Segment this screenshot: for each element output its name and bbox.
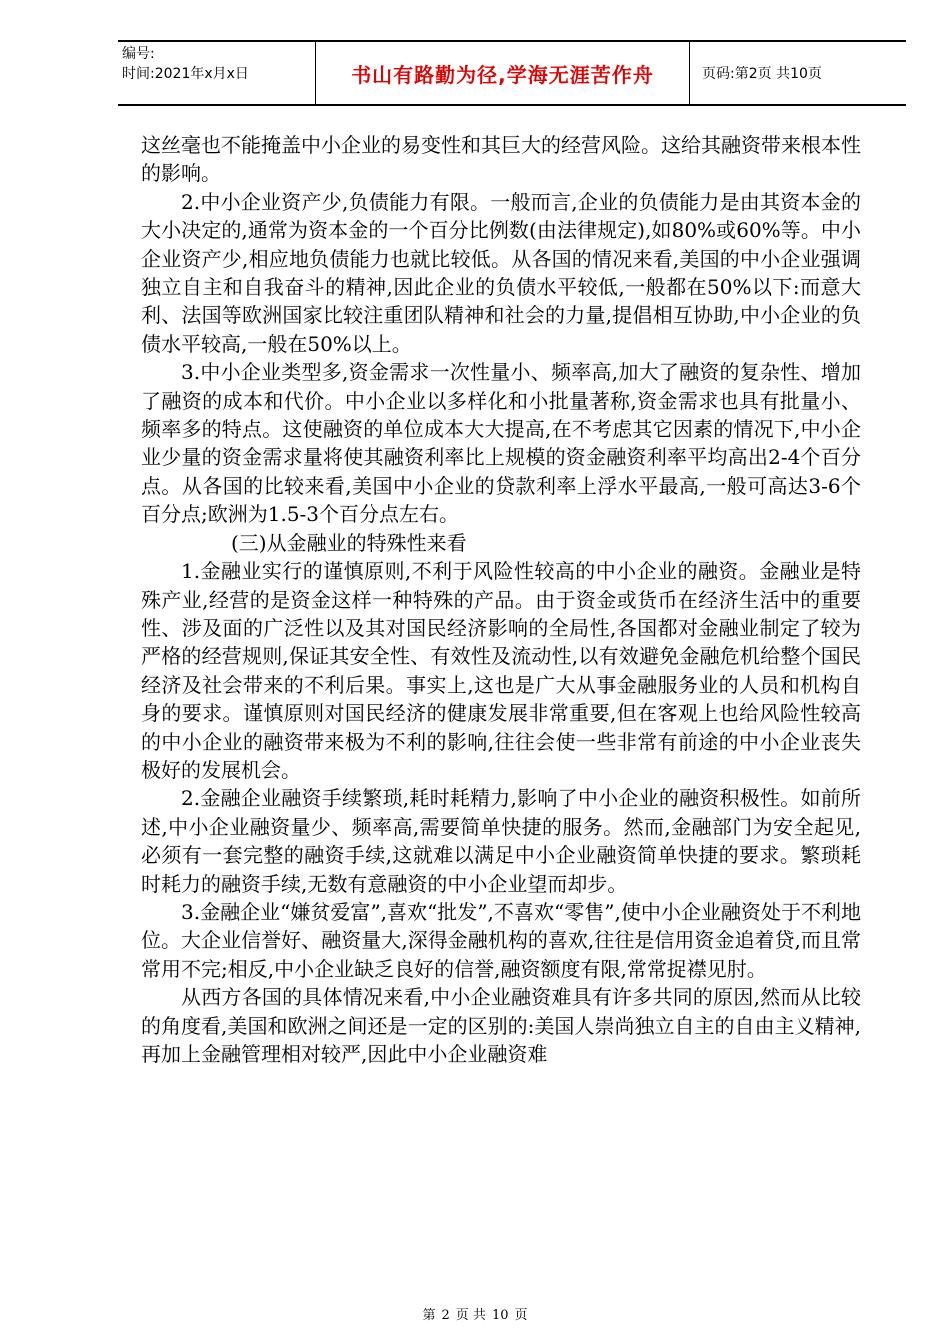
time-label: 时间:2021年x月x日 xyxy=(122,66,249,82)
page-footer xyxy=(0,1304,950,1323)
number-label: 编号: xyxy=(122,46,155,62)
page-header xyxy=(118,40,906,106)
paragraph: 2.中小企业资产少,负债能力有限。一般而言,企业的负债能力是由其资本金的大小决定的,通常为资本金的一个百分比例数(由法律规定),如80%或60%等。中小企业资产少,相应地负债能力也就比较低。从各国的情况来看,美国的中小企业强调独立自主和自我奋斗的精神,因此企业的负债水平较低,一般都在50%以下:而意大利、法国等欧洲国家比较注重团队精神和社会的力量,提倡相互协助,中小企业的负债水平较高,一般在50%以上。 xyxy=(141,189,861,356)
header-meta xyxy=(118,42,316,104)
header-page-label: 页码:第2页 共10页 xyxy=(702,66,822,82)
section-heading: (三)从金融业的特殊性来看 xyxy=(231,530,467,555)
footer-prefix: 第 xyxy=(422,1308,436,1323)
body-text xyxy=(141,131,861,1068)
footer-mid: 页 共 xyxy=(455,1308,486,1323)
footer-total: 10 xyxy=(491,1308,509,1323)
paragraph: 3.金融企业“嫌贫爱富”,喜欢“批发”,不喜欢“零售”,使中小企业融资处于不利地位。大企业信誉好、融资量大,深得金融机构的喜欢,往往是信用资金追着贷,而且常常用不完;相反,中小企业缺乏良好的信誉,融资额度有限,常常捉襟见肘。 xyxy=(141,899,861,981)
paragraph: 2.金融企业融资手续繁琐,耗时耗精力,影响了中小企业的融资积极性。如前所述,中小企业融资量少、频率高,需要简单快捷的服务。然而,金融部门为安全起见,必须有一套完整的融资手续,这就难以满足中小企业融资简单快捷的要求。繁琐耗时耗力的融资手续,无数有意融资的中小企业望而却步。 xyxy=(141,786,861,896)
footer-suffix: 页 xyxy=(514,1308,528,1323)
paragraph: 3.中小企业类型多,资金需求一次性量小、频率高,加大了融资的复杂性、增加了融资的成本和代价。中小企业以多样化和小批量著称,资金需求也具有批量小、频率多的特点。这使融资的单位成本大大提高,在不考虑其它因素的情况下,中小企业少量的资金需求量将使其融资利率比上规模的资金融资利率平均高出2-4个百分点。从各国的比较来看,美国中小企业的贷款利率上浮水平最高,一般可高达3-6个百分点;欧洲为1.5-3个百分点左右。 xyxy=(141,360,861,527)
footer-page-number: 2 xyxy=(441,1308,450,1323)
paragraph: 1.金融业实行的谨慎原则,不利于风险性较高的中小企业的融资。金融业是特殊产业,经营的是资金这样一种特殊的产品。由于资金或货币在经济生活中的重要性、涉及面的广泛性以及其对国民经济影响的全局性,各国都对金融业制定了较为严格的经营规则,保证其安全性、有效性及流动性,以有效避免金融危机给整个国民经济及社会带来的不利后果。事实上,这也是广大从事金融服务业的人员和机构自身的要求。谨慎原则对国民经济的健康发展非常重要,但在客观上也给风险性较高的中小企业的融资带来极为不利的影响,往往会使一些非常有前途的中小企业丧失极好的发展机会。 xyxy=(141,559,861,782)
paragraph: 这丝毫也不能掩盖中小企业的易变性和其巨大的经营风险。这给其融资带来根本性的影响。 xyxy=(141,133,861,186)
paragraph: 从西方各国的具体情况来看,中小企业融资难具有许多共同的原因,然而从比较的角度看,美国和欧洲之间还是一定的区别的:美国人崇尚独立自主的自由主义精神,再加上金融管理相对较严,因此中小企业融资难 xyxy=(141,985,861,1066)
header-motto: 书山有路勤为径,学海无涯苦作舟 xyxy=(316,42,690,104)
